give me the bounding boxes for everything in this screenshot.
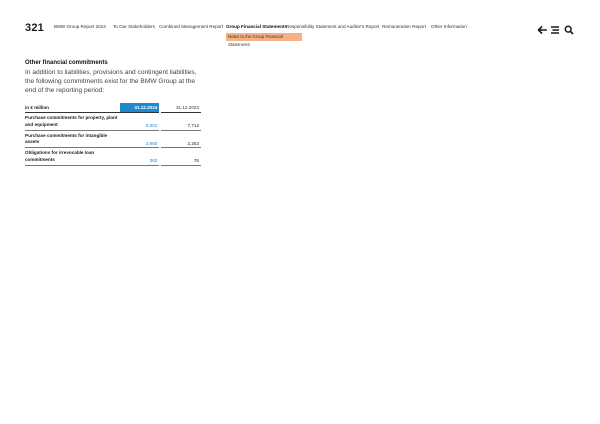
- commitments-table: [25, 103, 201, 166]
- top-navigation: [0, 0, 600, 48]
- nav-item-other-information[interactable]: Other Information: [431, 24, 467, 29]
- subnav-notes[interactable]: Notes to the Group Financial Statements: [226, 33, 302, 41]
- row-value-current: 363: [120, 148, 160, 166]
- row-value-previous: 76: [161, 148, 201, 166]
- back-arrow-icon[interactable]: [537, 22, 547, 32]
- nav-item-report[interactable]: BMW Group Report 2024: [54, 24, 106, 29]
- nav-item-responsibility[interactable]: Responsibility Statement and Auditor's Report: [286, 24, 380, 29]
- table-header-row: [25, 103, 201, 113]
- toolbar-icons: [537, 22, 577, 34]
- row-value-previous: 2,252: [161, 130, 201, 148]
- table-row: [25, 148, 201, 166]
- column-header-previous: 31.12.2023: [161, 103, 201, 113]
- section-title: Other financial commitments: [25, 60, 108, 66]
- nav-item-management-report[interactable]: Combined Management Report: [159, 24, 224, 29]
- nav-item-financial-statements[interactable]: Group Financial Statements: [226, 24, 288, 29]
- menu-icon[interactable]: [550, 22, 560, 32]
- search-icon[interactable]: [564, 22, 574, 32]
- row-label: Purchase commitments for intangible assets: [25, 130, 120, 148]
- page-number: 321: [25, 22, 44, 34]
- row-label: Purchase commitments for property, plant and equipment: [25, 113, 120, 131]
- nav-item-remuneration[interactable]: Remuneration Report: [382, 24, 426, 29]
- row-value-previous: 7,712: [161, 113, 201, 131]
- nav-item-stakeholders[interactable]: To Our Stakeholders: [113, 24, 155, 29]
- commitments-section: [25, 60, 215, 95]
- table-row: [25, 113, 201, 131]
- unit-label: in € million: [25, 103, 120, 113]
- row-value-current: 2,980: [120, 130, 160, 148]
- column-header-current: 31.12.2024: [120, 103, 160, 113]
- row-label: Obligations for irrevocable loan commitments: [25, 148, 120, 166]
- section-text: In addition to liabilities, provisions and contingent liabilities, the following commitments exist for the BMW Group at the end of the reporting period:: [25, 69, 197, 94]
- table-row: [25, 130, 201, 148]
- row-value-current: 8,001: [120, 113, 160, 131]
